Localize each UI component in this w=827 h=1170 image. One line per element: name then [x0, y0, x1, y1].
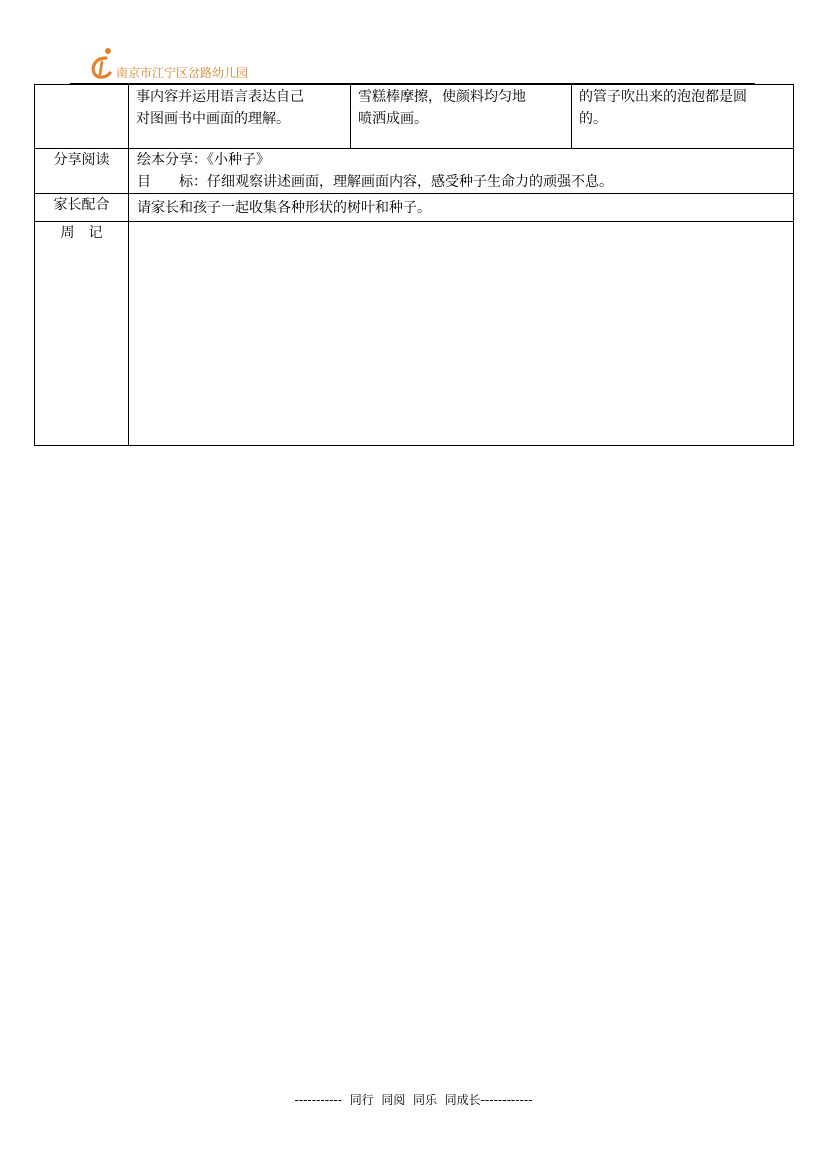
activity-cell-1: [129, 85, 351, 149]
activity-text: 雪糕棒摩擦，使颜料均匀地: [358, 89, 526, 105]
weekly-notes-label: 周 记: [35, 222, 129, 446]
share-reading-cell: [129, 149, 794, 194]
page-header: [88, 44, 788, 84]
book-share-text: 绘本分享：《小种子》: [137, 152, 270, 168]
activity-text: 事内容并运用语言表达自己: [136, 89, 304, 105]
goal-text: 目 标：仔细观察讲述画面，理解画面内容，感受种子生命力的顽强不息。: [137, 174, 613, 190]
table-row: [35, 194, 794, 222]
activity-cell-2: [351, 85, 572, 149]
activity-cell-3: [572, 85, 794, 149]
empty-label-cell: [35, 85, 129, 149]
page-footer: ----------- 同行 同阅 同乐 同成长------------: [294, 1093, 533, 1107]
weekly-notes-cell: [129, 222, 794, 446]
activity-text: 的。: [579, 111, 607, 127]
table-row: [35, 149, 794, 194]
activity-text: 对图画书中画面的理解。: [136, 111, 290, 127]
share-reading-label: 分享阅读: [35, 149, 129, 194]
school-name: 南京市江宁区岔路幼儿园: [116, 66, 249, 80]
table-row: [35, 222, 794, 446]
parent-cooperation-text: 请家长和孩子一起收集各种形状的树叶和种子。: [137, 199, 431, 216]
parent-cooperation-label: 家长配合: [35, 194, 129, 222]
parent-cooperation-cell: [129, 194, 794, 222]
kindergarten-logo-icon: [88, 46, 118, 80]
activity-text: 的管子吹出来的泡泡都是圆: [579, 89, 747, 105]
table-row: [35, 85, 794, 149]
weekly-plan-table: [34, 84, 794, 446]
activity-text: 喷洒成画。: [358, 111, 428, 127]
